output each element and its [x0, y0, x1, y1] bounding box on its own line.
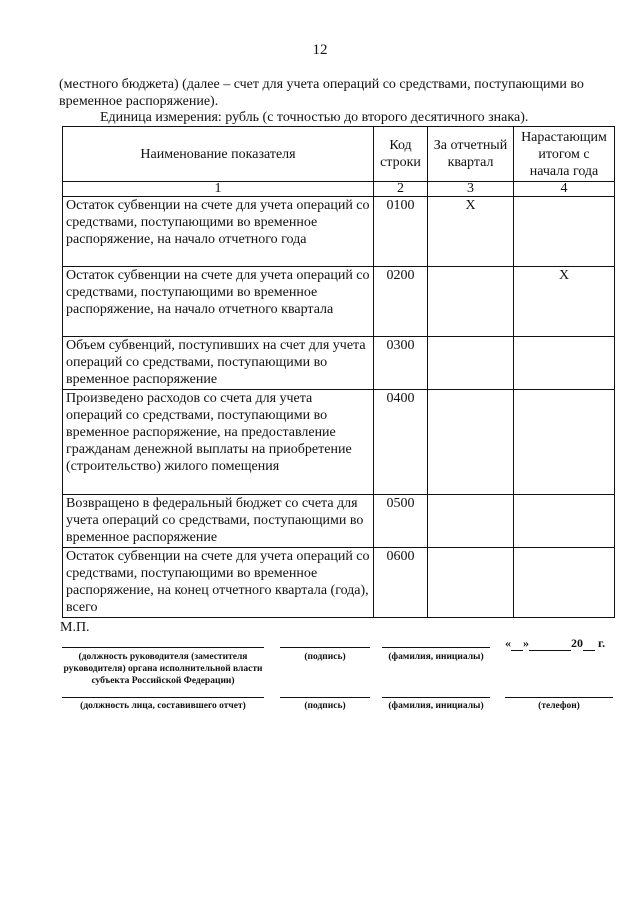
head-name-line	[382, 647, 490, 648]
row-ytd-value	[514, 197, 615, 267]
row-ytd-value	[514, 390, 615, 495]
column-number: 1	[63, 182, 374, 197]
compiler-phone-caption: (телефон)	[538, 701, 580, 711]
compiler-name-line	[382, 697, 490, 698]
compiler-position-line	[62, 697, 264, 698]
row-ytd-value	[514, 337, 615, 390]
head-position-caption: (должность руководителя (заместителя руководителя) органа исполнительной власти субъекта Российской Федерации)	[63, 652, 263, 686]
row-quarter-value	[428, 495, 514, 548]
row-quarter-value	[428, 337, 514, 390]
date-field[interactable]	[505, 636, 605, 651]
column-number-row	[63, 182, 615, 197]
header-indicator-name: Наименование показателя	[63, 127, 374, 182]
row-ytd-value: X	[514, 267, 615, 337]
row-code: 0200	[374, 267, 428, 337]
row-code: 0500	[374, 495, 428, 548]
row-name: Остаток субвенции на счете для учета операций со средствами, поступающими во временное распоряжение, на начало отчетного года	[63, 197, 374, 267]
column-number: 3	[428, 182, 514, 197]
row-code: 0400	[374, 390, 428, 495]
head-name-caption: (фамилия, инициалы)	[388, 652, 484, 662]
table-row	[63, 337, 615, 390]
row-quarter-value	[428, 267, 514, 337]
column-number: 4	[514, 182, 615, 197]
column-number: 2	[374, 182, 428, 197]
table-row	[63, 197, 615, 267]
date-year-prefix: 20	[571, 636, 583, 650]
row-name: Остаток субвенции на счете для учета операций со средствами, поступающими во временное распоряжение, на конец отчетного квартала (года), всего	[63, 548, 374, 618]
date-open-quote: «	[505, 636, 511, 650]
compiler-signature-line	[280, 697, 370, 698]
table-row	[63, 495, 615, 548]
row-code: 0100	[374, 197, 428, 267]
date-month-blank[interactable]	[529, 637, 571, 651]
row-code: 0600	[374, 548, 428, 618]
unit-of-measure-line: Единица измерения: рубль (с точностью до второго десятичного знака).	[100, 110, 529, 125]
page-number: 12	[312, 42, 328, 58]
date-year-blank[interactable]	[583, 637, 595, 651]
row-name: Произведено расходов со счета для учета операций со средствами, поступающими во временное распоряжение, на предоставление гражданам денежной выплаты на приобретение (строительство) жилого помещения	[63, 390, 374, 495]
intro-paragraph: (местного бюджета) (далее – счет для учета операций со средствами, поступающими во временное распоряжение).	[59, 77, 584, 109]
table-row	[63, 267, 615, 337]
table-row	[63, 548, 615, 618]
date-year-suffix: г.	[598, 636, 606, 650]
table-row	[63, 390, 615, 495]
row-ytd-value	[514, 548, 615, 618]
header-quarter: За отчетный квартал	[428, 127, 514, 182]
row-name: Возвращено в федеральный бюджет со счета для учета операций со средствами, поступающими во временное распоряжение	[63, 495, 374, 548]
header-row-code: Код строки	[374, 127, 428, 182]
head-signature-line	[280, 647, 370, 648]
table-header-row	[63, 127, 615, 182]
row-ytd-value	[514, 495, 615, 548]
compiler-position-caption: (должность лица, составившего отчет)	[80, 701, 246, 711]
compiler-signature-caption: (подпись)	[304, 701, 346, 711]
head-position-line	[62, 647, 264, 648]
date-day-blank[interactable]	[511, 637, 523, 651]
row-code: 0300	[374, 337, 428, 390]
stamp-label: М.П.	[60, 620, 90, 635]
row-quarter-value: X	[428, 197, 514, 267]
date-close-quote: »	[523, 636, 529, 650]
header-year-to-date: Нарастающим итогом с начала года	[514, 127, 615, 182]
report-table	[62, 126, 615, 618]
compiler-phone-line	[505, 697, 613, 698]
row-quarter-value	[428, 548, 514, 618]
head-signature-caption: (подпись)	[304, 652, 346, 662]
row-name: Объем субвенций, поступивших на счет для учета операций со средствами, поступающими во временное распоряжение	[63, 337, 374, 390]
compiler-name-caption: (фамилия, инициалы)	[388, 701, 484, 711]
row-name: Остаток субвенции на счете для учета операций со средствами, поступающими во временное распоряжение, на начало отчетного квартала	[63, 267, 374, 337]
row-quarter-value	[428, 390, 514, 495]
